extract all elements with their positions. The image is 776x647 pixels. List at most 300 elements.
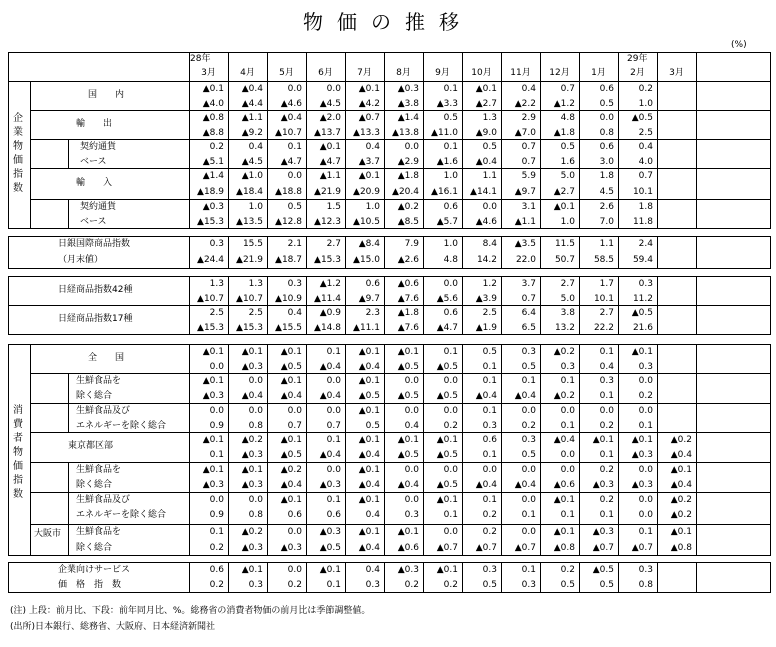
cpi-national-core-mom: 0.1 — [521, 376, 536, 386]
grid-line — [618, 562, 619, 592]
cpi-national-mom: ▲0.2 — [553, 347, 575, 357]
cgpi-domestic-mom: 0.2 — [638, 84, 653, 94]
note-line: (注) 上段：前月比、下段：前年同月比、%。総務省の消費者物価の前月比は季節調整値。 — [10, 606, 371, 616]
cpi-national-core-yoy: ▲0.5 — [397, 391, 419, 401]
month-header: 5月 — [279, 68, 294, 78]
cpi-tokyo-corecore-mom: ▲0.1 — [436, 495, 458, 505]
grid-line — [306, 52, 307, 228]
cpi-national-core-yoy: 0.2 — [638, 391, 653, 401]
cpi-tokyo-corecore-label-2: エネルギーを除く総合 — [76, 509, 167, 520]
sppi-mom: 0.4 — [365, 565, 380, 575]
cpi-osaka-core-mom: ▲0.1 — [670, 527, 692, 537]
boj-commodity-index-mom: ▲8.4 — [358, 239, 380, 249]
nikkei-17-yoy: ▲4.7 — [436, 322, 458, 333]
cpi-national-core-mom: ▲0.1 — [358, 376, 380, 386]
cpi-osaka-core-mom: ▲0.1 — [397, 527, 419, 537]
boj-commodity-index-mom: 8.4 — [482, 239, 497, 249]
cgpi-export-contract-mom: 0.5 — [482, 142, 497, 152]
month-header: 1月 — [591, 68, 606, 78]
cpi-tokyo-corecore-yoy: 0.8 — [248, 509, 263, 520]
cpi-tokyo-mom: ▲0.2 — [670, 435, 692, 445]
cgpi-export-contract-yoy: 4.0 — [638, 156, 653, 167]
grid-line — [501, 52, 502, 228]
cpi-national-core-label: 生鮮食品を — [76, 376, 122, 386]
cpi-national-core-yoy: ▲0.4 — [319, 391, 341, 401]
cpi-osaka-core-yoy: ▲0.6 — [397, 542, 419, 553]
cgpi-import-mom: ▲1.0 — [241, 171, 263, 181]
grid-line — [267, 236, 268, 268]
cgpi-export-yoy: 0.8 — [599, 127, 614, 138]
nikkei-42-mom: 0.3 — [638, 279, 653, 289]
cpi-tokyo-corecore-mom: ▲0.1 — [280, 495, 302, 505]
grid-line — [462, 236, 463, 268]
cgpi-domestic-yoy: 1.0 — [638, 98, 653, 109]
sppi-yoy: 0.2 — [287, 580, 302, 590]
month-header: 8月 — [396, 68, 411, 78]
cgpi-domestic-mom: 0.0 — [326, 84, 341, 94]
cgpi-export-contract-mom: ▲0.1 — [319, 142, 341, 152]
cpi-national-yoy: 0.4 — [599, 361, 614, 372]
grid-line — [770, 52, 771, 229]
cpi-osaka-core-yoy: ▲0.5 — [319, 542, 341, 553]
nikkei-42-yoy: 5.0 — [560, 293, 575, 304]
cpi-tokyo-label: 東京都区部 — [68, 441, 114, 451]
grid-line — [228, 236, 229, 268]
cgpi-export-yoy: ▲8.8 — [202, 127, 224, 138]
cpi-tokyo-corecore-mom: 0.0 — [404, 495, 419, 505]
cpi-national-core-mom: 0.0 — [638, 376, 653, 386]
cpi-national-mom: 0.3 — [521, 347, 536, 357]
grid-line — [267, 562, 268, 592]
grid-line — [540, 562, 541, 592]
grid-line — [30, 403, 770, 404]
cgpi-import-contract-mom: 1.0 — [248, 202, 263, 212]
cpi-national-corecore-mom: 0.1 — [482, 406, 497, 416]
cpi-tokyo-mom: ▲0.1 — [631, 435, 653, 445]
cgpi-import-contract-mom: 1.5 — [326, 202, 341, 212]
cpi-osaka-core-mom: 0.0 — [521, 527, 536, 537]
nikkei-17-yoy: 13.2 — [554, 322, 575, 333]
cgpi-domestic-yoy: ▲4.5 — [319, 98, 341, 109]
cpi-tokyo-yoy: ▲0.3 — [631, 450, 653, 460]
cpi-osaka-core-yoy: ▲0.7 — [436, 542, 458, 553]
cpi-tokyo-yoy: ▲0.4 — [358, 450, 380, 460]
sppi-mom: ▲0.3 — [397, 565, 419, 575]
cpi-tokyo-mom: ▲0.1 — [202, 435, 224, 445]
boj-commodity-index-yoy: 59.4 — [632, 255, 653, 265]
boj-commodity-index-mom: ▲3.5 — [514, 239, 536, 249]
cpi-national-corecore-mom: 0.0 — [209, 406, 224, 416]
cpi-national-yoy: 0.5 — [521, 361, 536, 372]
sppi-yoy: 0.3 — [248, 580, 263, 590]
cgpi-export-contract-yoy: ▲0.4 — [475, 156, 497, 167]
cpi-tokyo-core-mom: 0.0 — [482, 465, 497, 475]
cpi-national-mom: ▲0.1 — [631, 347, 653, 357]
nikkei-42-mom: 0.0 — [443, 279, 458, 289]
grid-line — [579, 52, 580, 228]
grid-line — [462, 52, 463, 228]
cgpi-export-yoy: ▲13.7 — [314, 127, 341, 138]
grid-line — [8, 344, 770, 345]
grid-line — [423, 52, 424, 228]
sppi-mom: 0.2 — [560, 565, 575, 575]
cgpi-import-mom: ▲1.8 — [397, 171, 419, 181]
cpi-tokyo-core-mom: ▲0.1 — [358, 465, 380, 475]
cpi-national-corecore-mom: 0.0 — [287, 406, 302, 416]
grid-line — [8, 236, 9, 269]
month-header: 3月 — [201, 68, 216, 78]
boj-commodity-index-mom: 2.7 — [326, 239, 341, 249]
cpi-tokyo-core-yoy: ▲0.3 — [592, 480, 614, 490]
cpi-national-corecore-yoy: 0.2 — [443, 420, 458, 431]
sppi-yoy: 0.2 — [209, 580, 224, 590]
cpi-tokyo-yoy: 0.0 — [560, 450, 575, 460]
cgpi-import-contract-yoy: 7.0 — [599, 216, 614, 227]
month-header: 10月 — [471, 68, 492, 78]
cgpi-import-yoy: ▲14.1 — [470, 186, 497, 197]
nikkei-17-yoy: ▲15.3 — [236, 322, 263, 333]
cpi-tokyo-corecore-mom: ▲0.1 — [553, 495, 575, 505]
cgpi-import-yoy: 10.1 — [632, 186, 653, 197]
grid-line — [30, 432, 770, 433]
sppi-yoy: 0.1 — [326, 580, 341, 590]
grid-line — [770, 344, 771, 556]
cpi-tokyo-yoy: 0.1 — [209, 450, 224, 460]
grid-line — [423, 236, 424, 268]
cpi-tokyo-corecore-mom: 0.0 — [209, 495, 224, 505]
cpi-tokyo-core-yoy: ▲0.4 — [475, 480, 497, 490]
nikkei-17-yoy: 21.6 — [632, 322, 653, 333]
cgpi-export-mom: ▲1.4 — [397, 113, 419, 123]
cpi-national-core-mom: 0.0 — [443, 376, 458, 386]
boj-commodity-index-yoy: ▲21.9 — [236, 255, 263, 265]
nikkei-42-mom: 1.3 — [209, 279, 224, 289]
cgpi-export-contract-mom: 0.2 — [209, 142, 224, 152]
cgpi-import-mom: 1.1 — [482, 171, 497, 181]
grid-line — [30, 168, 770, 169]
grid-line — [618, 236, 619, 268]
nikkei-17-mom: ▲0.9 — [319, 308, 341, 318]
cgpi-domestic-yoy: 0.5 — [599, 98, 614, 109]
grid-line — [618, 52, 619, 228]
cpi-national-corecore-yoy: 0.1 — [638, 420, 653, 431]
grid-line — [657, 52, 658, 228]
cpi-tokyo-mom: ▲0.2 — [241, 435, 263, 445]
nikkei-17-yoy: ▲15.3 — [197, 322, 224, 333]
grid-line — [306, 236, 307, 268]
cpi-osaka-core-label-2: 除く総合 — [76, 542, 113, 553]
boj-commodity-index-mom: 15.5 — [242, 239, 263, 249]
cgpi-import-contract-yoy: ▲15.3 — [197, 216, 224, 227]
cgpi-export-mom: ▲0.4 — [280, 113, 302, 123]
cgpi-export-yoy: ▲11.0 — [431, 127, 458, 138]
cpi-national-yoy: ▲0.5 — [436, 361, 458, 372]
cpi-osaka-core-yoy: ▲0.4 — [358, 542, 380, 553]
cgpi-export-contract-mom: 0.7 — [521, 142, 536, 152]
cgpi-export-contract-yoy: ▲3.7 — [358, 156, 380, 167]
nikkei-17-mom: 0.4 — [287, 308, 302, 318]
sppi-mom: 0.0 — [287, 565, 302, 575]
grid-line — [384, 236, 385, 268]
grid-line — [8, 52, 770, 53]
cgpi-domestic-mom: ▲0.3 — [397, 84, 419, 94]
cgpi-domestic-yoy: ▲4.4 — [241, 98, 263, 109]
cgpi-domestic-yoy: ▲2.7 — [475, 98, 497, 109]
nikkei-42-yoy: ▲10.9 — [275, 293, 302, 304]
cpi-national-yoy: 0.3 — [638, 361, 653, 372]
grid-line — [8, 268, 770, 269]
boj-commodity-index-label: 日銀国際商品指数 — [58, 239, 131, 249]
cpi-national-corecore-mom: 0.0 — [599, 406, 614, 416]
cpi-national-yoy: 0.0 — [209, 361, 224, 372]
cgpi-import-mom: 0.7 — [638, 171, 653, 181]
grid-line — [30, 524, 770, 525]
cpi-tokyo-corecore-mom: 0.0 — [521, 495, 536, 505]
boj-commodity-index-yoy: 22.0 — [515, 255, 536, 265]
cpi-tokyo-core-label: 生鮮食品を — [76, 465, 122, 475]
nikkei-17-mom: 6.4 — [521, 308, 536, 318]
cgpi-export-mom: 2.9 — [521, 113, 536, 123]
cpi-tokyo-mom: 0.6 — [482, 435, 497, 445]
cgpi-domestic-mom: ▲0.1 — [475, 84, 497, 94]
grid-line — [228, 562, 229, 592]
grid-line — [501, 236, 502, 268]
cpi-tokyo-core-yoy: ▲0.5 — [436, 480, 458, 490]
cpi-tokyo-corecore-yoy: 0.0 — [638, 509, 653, 520]
boj-commodity-index-mom: 2.1 — [287, 239, 302, 249]
grid-line — [30, 199, 770, 200]
cgpi-export-yoy: ▲13.8 — [392, 127, 419, 138]
nikkei-17-mom: 2.5 — [209, 308, 224, 318]
cgpi-import-mom: 1.0 — [443, 171, 458, 181]
cpi-tokyo-core-mom: 0.0 — [521, 465, 536, 475]
grid-line — [770, 276, 771, 335]
cgpi-domestic-mom: 0.1 — [443, 84, 458, 94]
cpi-tokyo-mom: 0.3 — [521, 435, 536, 445]
cpi-national-mom: 0.5 — [482, 347, 497, 357]
grid-line — [579, 562, 580, 592]
cgpi-domestic-mom: ▲0.1 — [358, 84, 380, 94]
cpi-tokyo-corecore-yoy: 0.1 — [560, 509, 575, 520]
nikkei-17-yoy: 22.2 — [593, 322, 614, 333]
boj-commodity-index-yoy: 50.7 — [554, 255, 575, 265]
cgpi-domestic-label: 国 内 — [88, 89, 125, 100]
cgpi-export-mom: 0.5 — [443, 113, 458, 123]
cpi-tokyo-core-label-2: 除く総合 — [76, 480, 113, 490]
cgpi-import-yoy: ▲20.9 — [353, 186, 380, 197]
sppi-mom: 0.3 — [638, 565, 653, 575]
nikkei-42-mom: 3.7 — [521, 279, 536, 289]
cgpi-export-contract-mom: 0.0 — [404, 142, 419, 152]
cpi-tokyo-yoy: 0.1 — [482, 450, 497, 460]
nikkei-42-yoy: ▲11.4 — [314, 293, 341, 304]
cgpi-import-mom: 1.8 — [599, 171, 614, 181]
nikkei-17-mom: 0.6 — [443, 308, 458, 318]
cpi-national-mom: 0.1 — [599, 347, 614, 357]
cgpi-export-contract-yoy: ▲1.6 — [436, 156, 458, 167]
cgpi-import-yoy: ▲21.9 — [314, 186, 341, 197]
cpi-osaka-core-yoy: ▲0.7 — [514, 542, 536, 553]
grid-line — [696, 236, 697, 268]
cpi-tokyo-corecore-yoy: ▲0.2 — [670, 509, 692, 520]
nikkei-42-yoy: 10.1 — [593, 293, 614, 304]
sppi-mom: ▲0.1 — [241, 565, 263, 575]
cgpi-import-contract-yoy: 1.0 — [560, 216, 575, 227]
cpi-national-corecore-label-2: エネルギーを除く総合 — [76, 420, 167, 431]
nikkei-17-mom: ▲0.5 — [631, 308, 653, 318]
cgpi-export-contract-yoy: 1.6 — [560, 156, 575, 167]
grid-line — [8, 344, 9, 556]
sppi-label-2: 価 格 指 数 — [58, 580, 122, 590]
month-header: 11月 — [510, 68, 531, 78]
nikkei-42-mom: ▲1.2 — [319, 279, 341, 289]
cpi-tokyo-core-yoy: ▲0.3 — [241, 480, 263, 490]
cpi-tokyo-corecore-yoy: 0.4 — [365, 509, 380, 520]
nikkei-17-yoy: ▲14.8 — [314, 322, 341, 333]
cgpi-import-yoy: ▲18.4 — [236, 186, 263, 197]
cpi-osaka-core-mom: 0.0 — [287, 527, 302, 537]
cpi-tokyo-corecore-yoy: 0.1 — [443, 509, 458, 520]
cpi-tokyo-corecore-mom: ▲0.1 — [358, 495, 380, 505]
nikkei-17-mom: 2.5 — [482, 308, 497, 318]
cpi-national-core-yoy: ▲0.4 — [514, 391, 536, 401]
cgpi-export-contract-mom: 0.6 — [599, 142, 614, 152]
grid-line — [657, 562, 658, 592]
cpi-national-corecore-label: 生鮮食品及び — [76, 406, 131, 416]
boj-commodity-index-mom: 2.4 — [638, 239, 653, 249]
cgpi-domestic-yoy: ▲4.2 — [358, 98, 380, 109]
cgpi-domestic-yoy: ▲4.0 — [202, 98, 224, 109]
cpi-tokyo-core-yoy: ▲0.3 — [202, 480, 224, 490]
nikkei-42-yoy: ▲9.7 — [358, 293, 380, 304]
grid-line — [345, 236, 346, 268]
cgpi-export-contract-yoy: 3.0 — [599, 156, 614, 167]
cpi-tokyo-yoy: ▲0.4 — [670, 450, 692, 460]
cpi-osaka-core-yoy: ▲0.8 — [553, 542, 575, 553]
grid-line — [8, 334, 770, 335]
cpi-national-corecore-mom: 0.0 — [521, 406, 536, 416]
grid-line — [8, 276, 770, 277]
cpi-tokyo-yoy: ▲0.5 — [436, 450, 458, 460]
cgpi-domestic-yoy: ▲1.2 — [553, 98, 575, 109]
grid-line — [8, 592, 770, 593]
cpi-tokyo-mom: ▲0.1 — [397, 435, 419, 445]
cpi-national-mom: ▲0.1 — [280, 347, 302, 357]
grid-line — [228, 52, 229, 228]
cgpi-import-contract-yoy: ▲10.5 — [353, 216, 380, 227]
cpi-national-corecore-yoy: 0.9 — [209, 420, 224, 431]
cgpi-export-mom: ▲0.7 — [358, 113, 380, 123]
year-label-29: 29年 — [627, 54, 648, 64]
cgpi-import-yoy: ▲18.9 — [197, 186, 224, 197]
cgpi-import-mom: ▲1.4 — [202, 171, 224, 181]
nikkei-17-yoy: ▲15.5 — [275, 322, 302, 333]
cpi-tokyo-core-mom: ▲0.1 — [241, 465, 263, 475]
cgpi-export-yoy: ▲7.0 — [514, 127, 536, 138]
sppi-yoy: 0.2 — [443, 580, 458, 590]
cpi-national-core-mom: ▲0.1 — [280, 376, 302, 386]
cpi-tokyo-core-mom: 0.0 — [443, 465, 458, 475]
cpi-tokyo-corecore-yoy: 0.3 — [404, 509, 419, 520]
cpi-osaka-core-mom: 0.1 — [209, 527, 224, 537]
nikkei-42-mom: 1.3 — [248, 279, 263, 289]
cpi-osaka-core-yoy: ▲0.3 — [280, 542, 302, 553]
cpi-tokyo-yoy: ▲0.5 — [280, 450, 302, 460]
nikkei-42-yoy: ▲5.6 — [436, 293, 458, 304]
boj-commodity-index-yoy: 4.8 — [443, 255, 458, 265]
cpi-national-corecore-yoy: 0.8 — [248, 420, 263, 431]
grid-line — [501, 562, 502, 592]
grid-line — [189, 236, 190, 268]
cpi-tokyo-mom: ▲0.1 — [592, 435, 614, 445]
cgpi-domestic-yoy: ▲4.6 — [280, 98, 302, 109]
sppi-mom: ▲0.1 — [436, 565, 458, 575]
cgpi-import-contract-yoy: ▲4.6 — [475, 216, 497, 227]
boj-commodity-index-mom: 1.0 — [443, 239, 458, 249]
cpi-national-corecore-yoy: 0.5 — [365, 420, 380, 431]
cgpi-export-contract-yoy: 0.7 — [521, 156, 536, 167]
cpi-osaka-core-mom: 0.1 — [638, 527, 653, 537]
cgpi-export-mom: ▲0.8 — [202, 113, 224, 123]
cpi-national-corecore-mom: 0.0 — [326, 406, 341, 416]
grid-line — [68, 199, 69, 228]
cpi-national-corecore-mom: 0.0 — [443, 406, 458, 416]
cpi-tokyo-core-mom: 0.0 — [326, 465, 341, 475]
cpi-tokyo-core-yoy: ▲0.3 — [631, 480, 653, 490]
grid-line — [8, 305, 770, 306]
page-title: 物価の推移 — [303, 10, 473, 34]
cpi-tokyo-core-mom: 0.2 — [599, 465, 614, 475]
cpi-national-core-yoy: 0.1 — [599, 391, 614, 401]
cpi-national-label: 全 国 — [88, 352, 125, 363]
cpi-tokyo-corecore-mom: ▲0.2 — [670, 495, 692, 505]
cpi-national-corecore-mom: 0.0 — [560, 406, 575, 416]
cpi-osaka-core-yoy: ▲0.7 — [475, 542, 497, 553]
cpi-national-corecore-yoy: 0.3 — [482, 420, 497, 431]
sppi-yoy: 0.5 — [482, 580, 497, 590]
grid-line — [189, 52, 190, 228]
cgpi-export-contract-mom: 0.4 — [365, 142, 380, 152]
grid-line — [189, 562, 190, 592]
nikkei-42-mom: 1.7 — [599, 279, 614, 289]
sppi-mom: ▲0.5 — [592, 565, 614, 575]
cgpi-import-mom: 0.0 — [287, 171, 302, 181]
cpi-national-core-label-2: 除く総合 — [76, 391, 113, 401]
cgpi-export-contract-mom: 0.4 — [638, 142, 653, 152]
cpi-tokyo-core-mom: ▲0.1 — [670, 465, 692, 475]
cgpi-export-contract-mom: 0.5 — [560, 142, 575, 152]
grid-line — [8, 81, 770, 82]
nikkei-42-mom: ▲0.6 — [397, 279, 419, 289]
cgpi-export-contract-label: 契約通貨 — [80, 142, 117, 152]
cgpi-import-contract-yoy: ▲8.5 — [397, 216, 419, 227]
cgpi-export-yoy: ▲9.0 — [475, 127, 497, 138]
nikkei-17-yoy: ▲1.9 — [475, 322, 497, 333]
boj-commodity-index-yoy: 58.5 — [593, 255, 614, 265]
cpi-tokyo-corecore-mom: 0.2 — [599, 495, 614, 505]
cpi-tokyo-core-mom: 0.0 — [404, 465, 419, 475]
grid-line — [384, 52, 385, 228]
cgpi-export-contract-mom: 0.1 — [287, 142, 302, 152]
cpi-national-core-yoy: ▲0.2 — [553, 391, 575, 401]
cpi-national-core-mom: 0.1 — [560, 376, 575, 386]
cpi-national-yoy: ▲0.4 — [358, 361, 380, 372]
cgpi-export-mom: 1.3 — [482, 113, 497, 123]
unit-label: (%) — [731, 40, 747, 50]
cgpi-export-mom: 4.8 — [560, 113, 575, 123]
cpi-national-mom: ▲0.1 — [241, 347, 263, 357]
nikkei-42-yoy: ▲10.7 — [236, 293, 263, 304]
